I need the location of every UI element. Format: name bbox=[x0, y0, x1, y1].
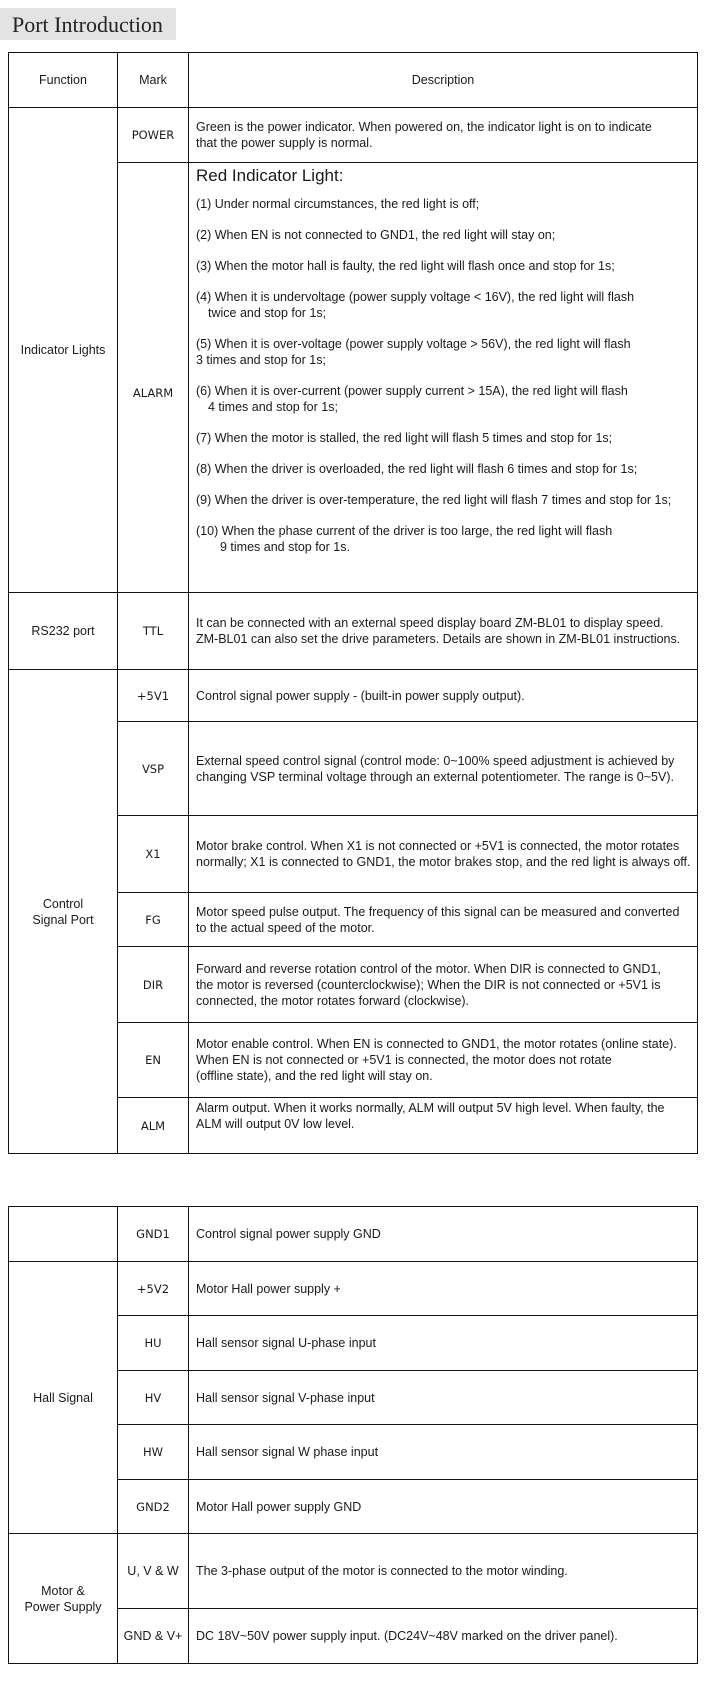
mark-gnd2: GND2 bbox=[118, 1480, 189, 1534]
group-label-line: Motor & bbox=[41, 1583, 85, 1598]
alarm-item-3 bbox=[196, 258, 693, 274]
desc-line: (offline state), and the red light will stay on. bbox=[196, 1069, 433, 1083]
desc-hw: Hall sensor signal W phase input bbox=[189, 1425, 698, 1480]
mark-power: POWER bbox=[118, 108, 189, 163]
desc-hv: Hall sensor signal V-phase input bbox=[189, 1371, 698, 1425]
alarm-item-text: (9) When the driver is over-temperature, the red light will flash 7 times and stop for 1s; bbox=[196, 493, 672, 507]
desc-line: that the power supply is normal. bbox=[196, 136, 373, 150]
desc-dir bbox=[189, 947, 698, 1023]
table-row-power bbox=[9, 108, 698, 163]
alarm-item-4 bbox=[196, 289, 693, 321]
table-row-ttl bbox=[9, 593, 698, 670]
desc-line: Control signal power supply - (built-in power supply output). bbox=[196, 688, 525, 703]
mark-dir: DIR bbox=[118, 947, 189, 1023]
desc-line: Motor enable control. When EN is connected to GND1, the motor rotates (online state). bbox=[196, 1037, 677, 1051]
group-label-line: Signal Port bbox=[32, 912, 94, 927]
table-row-5v2 bbox=[9, 1262, 698, 1316]
alarm-item-text: (2) When EN is not connected to GND1, the red light will stay on; bbox=[196, 228, 556, 242]
desc-line: changing VSP terminal voltage through an external potentiometer. The range is 0~5V). bbox=[196, 769, 674, 784]
desc-line: the motor is reversed (counterclockwise); When the DIR is not connected or +5V1 is bbox=[196, 977, 661, 992]
desc-ttl bbox=[189, 593, 698, 670]
desc-gnd-vplus: DC 18V~50V power supply input. (DC24V~48V marked on the driver panel). bbox=[189, 1609, 698, 1664]
alarm-item-text: 4 times and stop for 1s; bbox=[208, 400, 338, 414]
group-motor-power-supply bbox=[9, 1534, 118, 1664]
desc-fg bbox=[189, 893, 698, 947]
mark-ttl: TTL bbox=[118, 593, 189, 670]
page-title: Port Introduction bbox=[12, 12, 163, 37]
mark-5v1: +5V1 bbox=[118, 670, 189, 722]
header-description: Description bbox=[189, 53, 698, 108]
alarm-item-2 bbox=[196, 227, 693, 243]
alarm-item-text: (4) When it is undervoltage (power supply voltage < 16V), the red light will flash bbox=[196, 290, 635, 304]
desc-hu: Hall sensor signal U-phase input bbox=[189, 1316, 698, 1371]
alarm-item-text: (7) When the motor is stalled, the red light will flash 5 times and stop for 1s; bbox=[196, 431, 613, 445]
desc-line: ALM will output 0V low level. bbox=[196, 1117, 355, 1131]
mark-5v2: +5V2 bbox=[118, 1262, 189, 1316]
desc-5v2: Motor Hall power supply + bbox=[189, 1262, 698, 1316]
alarm-item-text: (10) When the phase current of the driver is too large, the red light will flash bbox=[196, 524, 613, 538]
desc-alm bbox=[189, 1098, 698, 1154]
alarm-item-5 bbox=[196, 336, 693, 368]
mark-alarm: ALARM bbox=[118, 163, 189, 593]
mark-gnd1: GND1 bbox=[118, 1207, 189, 1262]
group-empty bbox=[9, 1207, 118, 1262]
alarm-item-text: (5) When it is over-voltage (power supply voltage > 56V), the red light will flash bbox=[196, 337, 631, 351]
port-table-main bbox=[8, 52, 698, 1154]
alarm-item-10 bbox=[196, 523, 693, 555]
mark-fg: FG bbox=[118, 893, 189, 947]
desc-gnd2: Motor Hall power supply GND bbox=[189, 1480, 698, 1534]
table-row-gnd1 bbox=[9, 1207, 698, 1262]
desc-5v1 bbox=[189, 670, 698, 722]
alarm-item-text: (1) Under normal circumstances, the red light is off; bbox=[196, 197, 480, 211]
desc-line: Green is the power indicator. When powered on, the indicator light is on to indicate bbox=[196, 120, 652, 134]
group-control-signal-port bbox=[9, 670, 118, 1154]
mark-hw: HW bbox=[118, 1425, 189, 1480]
mark-vsp: VSP bbox=[118, 722, 189, 816]
desc-line: When EN is not connected or +5V1 is connected, the motor does not rotate bbox=[196, 1053, 612, 1067]
desc-line: External speed control signal (control mode: 0~100% speed adjustment is achieved by bbox=[196, 753, 675, 768]
desc-uvw: The 3-phase output of the motor is connected to the motor winding. bbox=[189, 1534, 698, 1609]
alarm-item-9 bbox=[196, 492, 693, 508]
group-hall-signal: Hall Signal bbox=[9, 1262, 118, 1534]
page-title-box bbox=[0, 8, 176, 40]
desc-en bbox=[189, 1023, 698, 1098]
table-header-row bbox=[9, 53, 698, 108]
desc-alarm bbox=[189, 163, 698, 593]
desc-line: connected, the motor rotates forward (clockwise). bbox=[196, 993, 470, 1008]
alarm-item-text: 9 times and stop for 1s. bbox=[220, 540, 350, 554]
desc-line: Alarm output. When it works normally, ALM will output 5V high level. When faulty, the bbox=[196, 1101, 665, 1115]
desc-line: normally; X1 is connected to GND1, the motor brakes stop, and the red light is always off. bbox=[196, 855, 691, 869]
group-rs232-port: RS232 port bbox=[9, 593, 118, 670]
desc-line: Motor speed pulse output. The frequency of this signal can be measured and converted bbox=[196, 904, 680, 919]
desc-power bbox=[189, 108, 698, 163]
header-mark: Mark bbox=[118, 53, 189, 108]
desc-x1 bbox=[189, 816, 698, 893]
mark-hu: HU bbox=[118, 1316, 189, 1371]
desc-line: to the actual speed of the motor. bbox=[196, 920, 375, 935]
desc-line: ZM-BL01 can also set the drive parameters. Details are shown in ZM-BL01 instructions. bbox=[196, 632, 681, 646]
alarm-item-text: (6) When it is over-current (power supply current > 15A), the red light will flash bbox=[196, 384, 628, 398]
table-row-uvw bbox=[9, 1534, 698, 1609]
desc-line: Motor brake control. When X1 is not connected or +5V1 is connected, the motor rotates bbox=[196, 839, 680, 853]
alarm-item-1 bbox=[196, 196, 693, 212]
alarm-item-6 bbox=[196, 383, 693, 415]
mark-gnd-vplus: GND & V+ bbox=[118, 1609, 189, 1664]
mark-en: EN bbox=[118, 1023, 189, 1098]
mark-hv: HV bbox=[118, 1371, 189, 1425]
mark-alm: ALM bbox=[118, 1098, 189, 1154]
alarm-item-text: (3) When the motor hall is faulty, the red light will flash once and stop for 1s; bbox=[196, 259, 615, 273]
desc-gnd1: Control signal power supply GND bbox=[189, 1207, 698, 1262]
port-table-secondary bbox=[8, 1206, 698, 1664]
desc-line: Forward and reverse rotation control of the motor. When DIR is connected to GND1, bbox=[196, 961, 661, 976]
mark-uvw: U, V & W bbox=[118, 1534, 189, 1609]
alarm-item-8 bbox=[196, 461, 693, 477]
group-label-line: Power Supply bbox=[24, 1599, 102, 1614]
red-indicator-heading: Red Indicator Light: bbox=[196, 166, 344, 185]
group-label-line: Control bbox=[42, 896, 84, 911]
desc-line: It can be connected with an external speed display board ZM-BL01 to display speed. bbox=[196, 616, 664, 630]
header-function: Function bbox=[9, 53, 118, 108]
alarm-item-text: 3 times and stop for 1s; bbox=[196, 353, 326, 367]
alarm-item-7 bbox=[196, 430, 693, 446]
alarm-item-text: (8) When the driver is overloaded, the red light will flash 6 times and stop for 1s; bbox=[196, 462, 638, 476]
desc-vsp bbox=[189, 722, 698, 816]
alarm-item-text: twice and stop for 1s; bbox=[208, 306, 327, 320]
mark-x1: X1 bbox=[118, 816, 189, 893]
group-indicator-lights: Indicator Lights bbox=[9, 108, 118, 593]
table-row-5v1 bbox=[9, 670, 698, 722]
